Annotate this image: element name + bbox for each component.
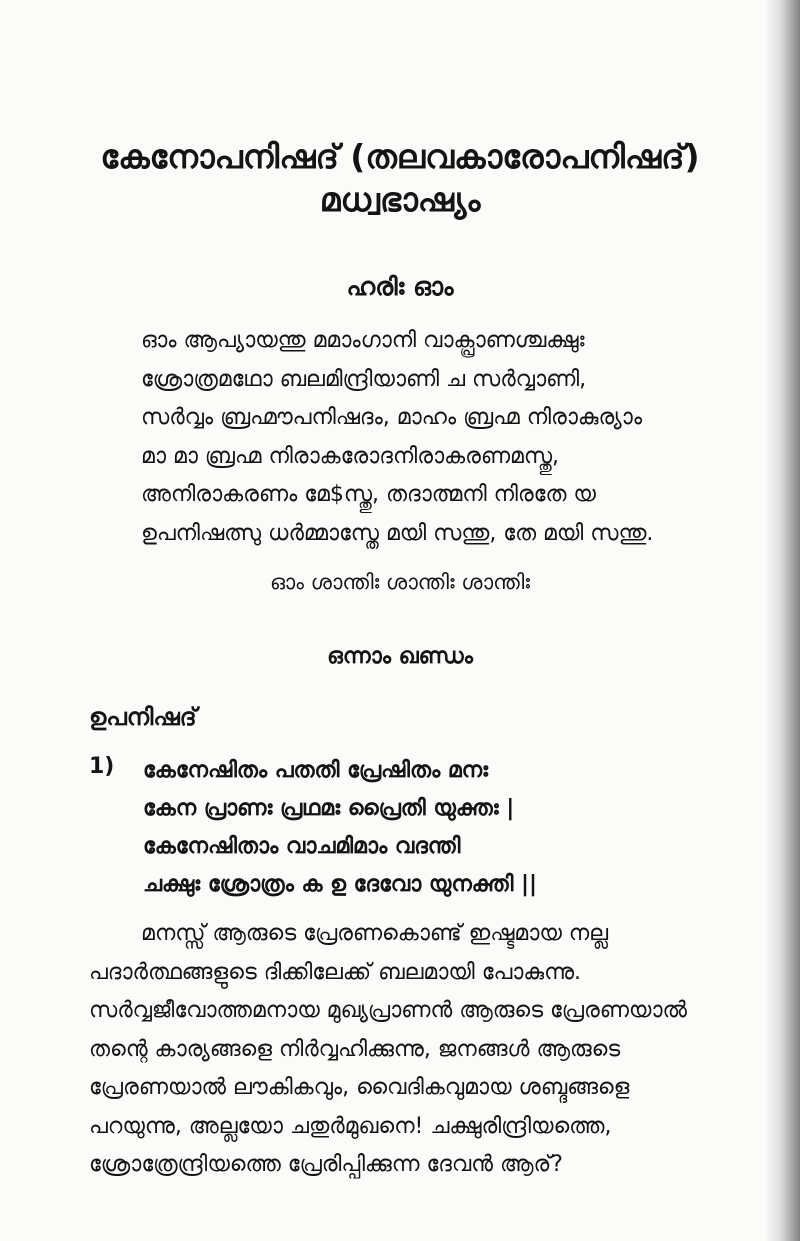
shloka-line: ചക്ഷുഃ ശ്രോത്രം ക ഉ ദേവോ യുനക്തി || xyxy=(143,872,538,897)
shloka-line: കേനേഷിതാം വാചമിമാം വദന്തി xyxy=(143,834,461,859)
verse-line: ഓം ആപ്യായന്തു മമാംഗാനി വാക്പ്രാണശ്ചക്ഷുഃ xyxy=(141,328,585,353)
page-subtitle: മധ്വഭാഷ്യം xyxy=(319,180,481,219)
shanti-verse xyxy=(141,322,781,553)
verse-line: ശ്രോത്രമഥോ ബലമിന്ദ്രിയാണി ച സർവ്വാണി, xyxy=(141,366,587,392)
commentary-line: പറയുന്നു, അല്ലയോ ചതുർമുഖനെ! ചക്ഷുരിന്ദ്രിയത്തെ, xyxy=(89,1113,612,1139)
shloka-line: കേനേഷിതം പതതി പ്രേഷിതം മനഃ xyxy=(143,758,489,783)
commentary-line: പദാർത്ഥങ്ങളുടെ ദിക്കിലേക്ക് ബലമായി പോകുന്നു. xyxy=(89,959,582,985)
verse-line: ഉപനിഷത്സു ധർമ്മാസ്തേ മയി സന്തു, തേ മയി സന്തു. xyxy=(141,520,654,546)
commentary-line: പ്രേരണയാൽ ലൗകികവും, വൈദികവുമായ ശബ്ദങ്ങളെ xyxy=(89,1075,630,1100)
verse-line: മാ മാ ബ്രഹ്മ നിരാകരോദനിരാകരണമസ്തു, xyxy=(141,443,560,469)
verse-line: അനിരാകരണം മേ$സ്തു, തദാത്മനി നിരതേ യ xyxy=(141,482,596,507)
upanishad-heading: ഉപനിഷദ് xyxy=(89,703,197,731)
commentary-line: ശ്രോത്രേന്ദ്രിയത്തെ പ്രേരിപ്പിക്കുന്ന ദേവൻ ആര്? xyxy=(89,1152,563,1177)
shloka-text xyxy=(143,752,743,904)
commentary-line: തന്റെ കാര്യങ്ങളെ നിർവ്വഹിക്കുന്നു, ജനങ്ങൾ ആരുടെ xyxy=(89,1036,621,1062)
verse-line: സർവ്വം ബ്രഹ്മൗപനിഷദം, മാഹം ബ്രഹ്മ നിരാകുര്യാം xyxy=(141,405,643,430)
commentary-paragraph xyxy=(89,915,781,1185)
commentary-line: സർവ്വജീവോത്തമനായ മുഖ്യപ്രാണൻ ആരുടെ പ്രേരണയാൽ xyxy=(89,998,688,1023)
commentary-line: മനസ്സ് ആരുടെ പ്രേരണകൊണ്ട് ഇഷ്ടമായ നല്ല xyxy=(141,921,609,946)
shanti-line: ഓം ശാന്തിഃ ശാന്തിഃ ശാന്തിഃ xyxy=(270,570,530,594)
shloka-number: 1) xyxy=(89,754,115,779)
page-title: കേനോപനിഷദ് (തലവകാരോപനിഷദ്) xyxy=(100,137,700,176)
shloka-line: കേന പ്രാണഃ പ്രഥമഃ പ്രൈതി യുക്തഃ | xyxy=(143,796,515,821)
section-title: ഒന്നാം ഖണ്ഡം xyxy=(327,644,473,669)
invocation-heading: ഹരിഃ ഓം xyxy=(346,272,454,301)
